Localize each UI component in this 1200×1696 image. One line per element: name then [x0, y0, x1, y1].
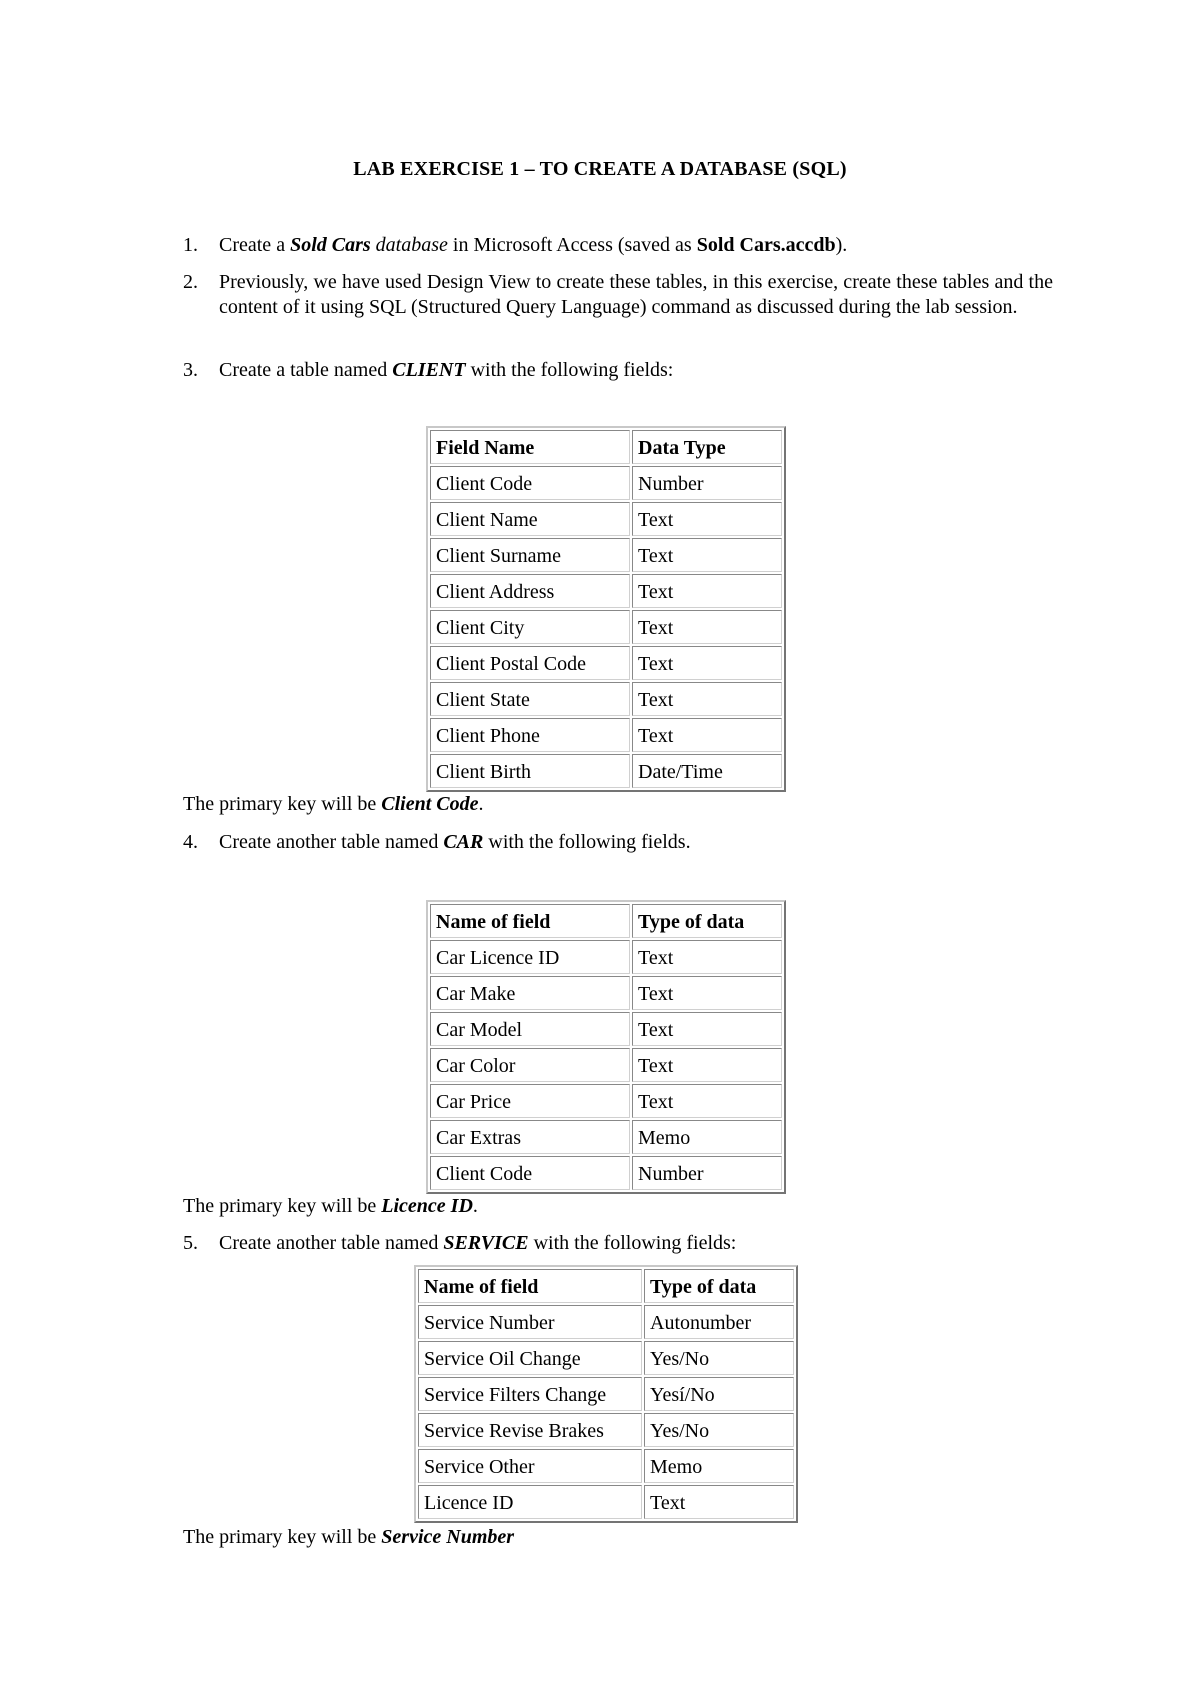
primary-key-name: Licence ID	[381, 1195, 473, 1217]
table-row	[430, 502, 782, 536]
table-name-service: SERVICE	[443, 1232, 529, 1254]
table-name-car: CAR	[443, 831, 484, 853]
data-type-cell: Yes/No	[644, 1341, 794, 1375]
data-type-cell: Yes/No	[644, 1413, 794, 1447]
table-row	[418, 1485, 794, 1519]
data-type-cell: Number	[632, 1156, 782, 1190]
primary-key-name: Service Number	[381, 1526, 515, 1548]
field-name-cell: Client City	[430, 610, 630, 644]
table-row	[430, 754, 782, 788]
table-header-row	[418, 1269, 794, 1303]
header-cell: Type of data	[632, 904, 782, 938]
document-page: LAB EXERCISE 1 – TO CREATE A DATABASE (SQL) 1. Create a Sold Cars database in Microsoft Access (saved as Sold Cars.accdb). 2. Previously, we have used Design View to create these tables, in this exercise, create these tables and the content of it using SQL (Structured Query Language) command as discussed during the lab session. 3. Create a table named CLIENT with the following fields: Field Name Data Type Client Code Number Client Name Text Client Surname Text Client Address Text Client City Text Client Postal Code Text Client State Text Client Phone Text Client Birth Date/Time The primary key will be Client Code. 4. Create another table named CAR with the following fields. Name of field Type of data Car Licence ID Text Car Make Text Car Model Text Car Color Text Car Price Text Car Extras Memo Client Code Number The primary key will be Licence ID. 5. Create another table named SERVICE with the following fields: Name of field Type of data Service Number Autonumber Service Oil Change Yes/No Service Filters Change Yesí/No Service Revise Brakes Yes/No Service Other Memo Licence ID Text The primary key will be Service Number	[0, 0, 1200, 1696]
field-name-cell: Client Surname	[430, 538, 630, 572]
header-cell: Name of field	[418, 1269, 642, 1303]
field-name-cell: Client Address	[430, 574, 630, 608]
table-row	[430, 718, 782, 752]
table-row	[430, 466, 782, 500]
data-type-cell: Date/Time	[632, 754, 782, 788]
table-row	[430, 574, 782, 608]
field-name-cell: Client Code	[430, 466, 630, 500]
table-row	[418, 1305, 794, 1339]
table-row	[430, 1156, 782, 1190]
data-type-cell: Text	[632, 538, 782, 572]
item-number: 2.	[183, 271, 198, 293]
data-type-cell: Text	[632, 574, 782, 608]
data-type-cell: Text	[632, 1012, 782, 1046]
primary-key-note-service: The primary key will be Service Number	[183, 1526, 515, 1548]
table-row	[430, 1084, 782, 1118]
table-row	[430, 538, 782, 572]
table-row	[418, 1413, 794, 1447]
table-row	[418, 1341, 794, 1375]
field-name-cell: Client Name	[430, 502, 630, 536]
table-row	[430, 1120, 782, 1154]
data-type-cell: Autonumber	[644, 1305, 794, 1339]
data-type-cell: Yesí/No	[644, 1377, 794, 1411]
data-type-cell: Text	[632, 976, 782, 1010]
item-number: 5.	[183, 1232, 198, 1254]
field-name-cell: Client Birth	[430, 754, 630, 788]
table-row	[430, 682, 782, 716]
item-number: 3.	[183, 359, 198, 381]
field-name-cell: Service Revise Brakes	[418, 1413, 642, 1447]
header-cell: Field Name	[430, 430, 630, 464]
file-name: Sold Cars.accdb	[696, 234, 836, 256]
data-type-cell: Text	[632, 1084, 782, 1118]
data-type-cell: Memo	[644, 1449, 794, 1483]
field-name-cell: Client State	[430, 682, 630, 716]
item-number: 1.	[183, 234, 198, 256]
data-type-cell: Text	[644, 1485, 794, 1519]
table-row	[418, 1449, 794, 1483]
header-cell: Name of field	[430, 904, 630, 938]
table-row	[430, 1048, 782, 1082]
field-name-cell: Client Phone	[430, 718, 630, 752]
field-name-cell: Car Extras	[430, 1120, 630, 1154]
primary-key-note-client: The primary key will be Client Code.	[183, 793, 484, 815]
table-row	[430, 976, 782, 1010]
field-name-cell: Car Model	[430, 1012, 630, 1046]
field-name-cell: Client Code	[430, 1156, 630, 1190]
data-type-cell: Text	[632, 718, 782, 752]
database-name: Sold Cars	[290, 234, 371, 256]
data-type-cell: Text	[632, 682, 782, 716]
data-type-cell: Text	[632, 610, 782, 644]
data-type-cell: Text	[632, 502, 782, 536]
service-fields-table	[414, 1265, 798, 1523]
table-header-row	[430, 904, 782, 938]
data-type-cell: Number	[632, 466, 782, 500]
table-name-client: CLIENT	[392, 359, 466, 381]
data-type-cell: Text	[632, 940, 782, 974]
primary-key-note-car: The primary key will be Licence ID.	[183, 1195, 478, 1217]
header-cell: Type of data	[644, 1269, 794, 1303]
item-text: Previously, we have used Design View to create these tables, in this exercise, create these tables and the content of it using SQL (Structured Query Language) command as discussed during the lab session.	[219, 271, 1053, 318]
car-fields-table	[426, 900, 786, 1194]
field-name-cell: Service Number	[418, 1305, 642, 1339]
field-name-cell: Car Price	[430, 1084, 630, 1118]
field-name-cell: Service Other	[418, 1449, 642, 1483]
client-fields-table	[426, 426, 786, 792]
field-name-cell: Client Postal Code	[430, 646, 630, 680]
data-type-cell: Text	[632, 1048, 782, 1082]
field-name-cell: Service Filters Change	[418, 1377, 642, 1411]
primary-key-name: Client Code	[381, 793, 479, 815]
table-row	[430, 610, 782, 644]
table-header-row	[430, 430, 782, 464]
item-number: 4.	[183, 831, 198, 853]
field-name-cell: Service Oil Change	[418, 1341, 642, 1375]
table-row	[430, 940, 782, 974]
table-row	[430, 646, 782, 680]
header-cell: Data Type	[632, 430, 782, 464]
table-row	[430, 1012, 782, 1046]
data-type-cell: Text	[632, 646, 782, 680]
table-row	[418, 1377, 794, 1411]
field-name-cell: Car Color	[430, 1048, 630, 1082]
field-name-cell: Car Licence ID	[430, 940, 630, 974]
field-name-cell: Licence ID	[418, 1485, 642, 1519]
data-type-cell: Memo	[632, 1120, 782, 1154]
page-title: LAB EXERCISE 1 – TO CREATE A DATABASE (SQL)	[353, 158, 847, 180]
field-name-cell: Car Make	[430, 976, 630, 1010]
